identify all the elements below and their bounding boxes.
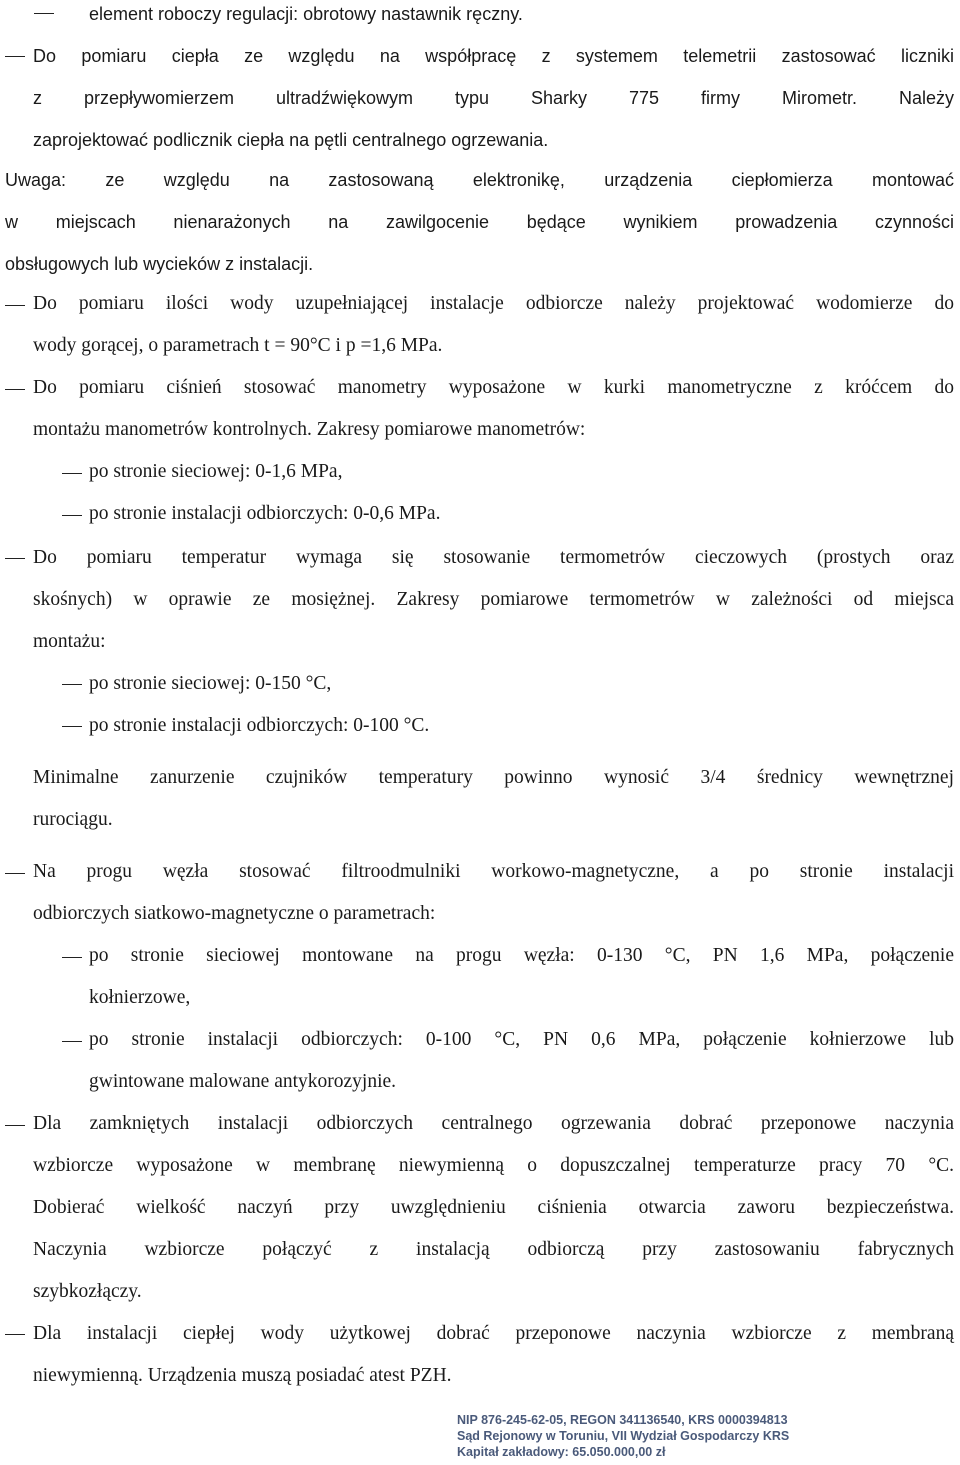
bullet-dash <box>62 515 82 516</box>
list-item-text: Do pomiaru ciepła ze względu na współpracę z systemem telemetrii zastosować liczniki <box>33 46 954 66</box>
sub-item-text: po stronie sieciowej: 0-150 °C, <box>89 673 332 694</box>
footer-line-court: Sąd Rejonowy w Toruniu, VII Wydział Gospodarczy KRS <box>457 1429 790 1443</box>
list-item-text: element roboczy regulacji: obrotowy nastawnik ręczny. <box>89 4 523 24</box>
bullet-dash <box>62 957 82 958</box>
bullet-dash <box>5 1125 25 1126</box>
bullet-dash <box>62 1041 82 1042</box>
company-footer <box>457 1412 789 1460</box>
sub-item-text: gwintowane malowane antykorozyjnie. <box>89 1071 397 1092</box>
sub-item-text: po stronie sieciowej montowane na progu węzła: 0-130 °C, PN 1,6 MPa, połączenie <box>89 945 954 966</box>
list-item-text: odbiorczych siatkowo-magnetyczne o parametrach: <box>33 903 436 924</box>
note-text: w miejscach nienarażonych na zawilgocenie będące wynikiem prowadzenia czynności <box>5 212 954 232</box>
footer-line-capital: Kapitał zakładowy: 65.050.000,00 zł <box>457 1445 666 1459</box>
list-item-text: szybkozłączy. <box>33 1281 142 1302</box>
list-item-text: z przepływomierzem ultradźwiękowym typu Sharky 775 firmy Mirometr. Należy <box>33 88 954 108</box>
list-item-text: wody gorącej, o parametrach t = 90°C i p =1,6 MPa. <box>33 335 443 356</box>
list-item-text: Do pomiaru temperatur wymaga się stosowanie termometrów cieczowych (prostych oraz <box>33 547 954 568</box>
bullet-dash <box>5 305 25 306</box>
list-item-text: Dla zamkniętych instalacji odbiorczych centralnego ogrzewania dobrać przeponowe naczynia <box>33 1113 954 1134</box>
list-item-text: niewymienną. Urządzenia muszą posiadać atest PZH. <box>33 1365 452 1386</box>
bullet-dash <box>62 473 82 474</box>
bullet-dash <box>5 56 25 57</box>
paragraph-text: rurociągu. <box>33 809 113 830</box>
list-item-text: skośnych) w oprawie ze mosiężnej. Zakresy pomiarowe termometrów w zależności od miejsca <box>33 589 954 610</box>
sub-item-text: kołnierzowe, <box>89 987 191 1008</box>
bullet-dash <box>5 389 25 390</box>
footer-line-registration: NIP 876-245-62-05, REGON 341136540, KRS 0000394813 <box>457 1413 788 1427</box>
note-text: Uwaga: ze względu na zastosowaną elektronikę, urządzenia ciepłomierza montować <box>5 170 954 190</box>
note-text: obsługowych lub wycieków z instalacji. <box>5 254 314 274</box>
bullet-dash <box>62 726 82 727</box>
list-item-text: wzbiorcze wyposażone w membranę niewymienną o dopuszczalnej temperaturze pracy 70 °C. <box>33 1155 954 1176</box>
bullet-dash <box>5 873 25 874</box>
sub-item-text: po stronie instalacji odbiorczych: 0-100 °C. <box>89 715 430 736</box>
bullet-dash <box>62 684 82 685</box>
sub-item-text: po stronie sieciowej: 0-1,6 MPa, <box>89 461 343 482</box>
list-item-text: montażu: <box>33 631 106 652</box>
sub-item-text: po stronie instalacji odbiorczych: 0-0,6 MPa. <box>89 503 441 524</box>
paragraph-text: Minimalne zanurzenie czujników temperatury powinno wynosić 3/4 średnicy wewnętrznej <box>33 767 954 788</box>
list-item-text: Naczynia wzbiorcze połączyć z instalacją odbiorczą przy zastosowaniu fabrycznych <box>33 1239 954 1260</box>
list-item-text: Na progu węzła stosować filtroodmulniki workowo-magnetyczne, a po stronie instalacji <box>33 861 954 882</box>
list-item-text: zaprojektować podlicznik ciepła na pętli centralnego ogrzewania. <box>33 130 549 150</box>
bullet-dash <box>34 13 54 14</box>
bullet-dash <box>5 1334 25 1335</box>
list-item-text: Dobierać wielkość naczyń przy uwzględnieniu ciśnienia otwarcia zaworu bezpieczeństwa. <box>33 1197 954 1218</box>
sub-item-text: po stronie instalacji odbiorczych: 0-100 °C, PN 0,6 MPa, połączenie kołnierzowe lub <box>89 1029 954 1050</box>
list-item-text: Do pomiaru ciśnień stosować manometry wyposażone w kurki manometryczne z króćcem do <box>33 377 954 398</box>
list-item-text: Do pomiaru ilości wody uzupełniającej instalacje odbiorcze należy projektować wodomierze do <box>33 293 954 314</box>
list-item-text: Dla instalacji ciepłej wody użytkowej dobrać przeponowe naczynia wzbiorcze z membraną <box>33 1323 954 1344</box>
list-item-text: montażu manometrów kontrolnych. Zakresy pomiarowe manometrów: <box>33 419 586 440</box>
bullet-dash <box>5 558 25 559</box>
